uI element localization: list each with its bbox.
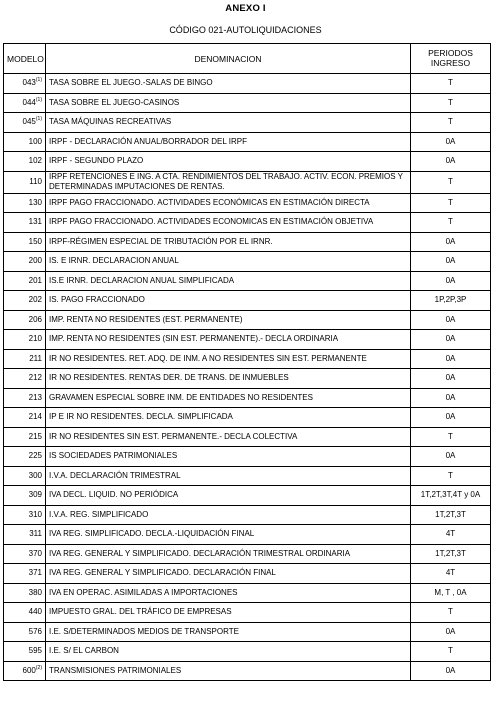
modelo-code: 215 <box>28 431 42 441</box>
cell-periodos: 0A <box>411 661 491 681</box>
table-row <box>4 132 491 152</box>
cell-modelo <box>4 427 46 447</box>
cell-periodos: 0A <box>411 271 491 291</box>
modelo-code: 201 <box>28 275 42 285</box>
header-denominacion: DENOMINACION <box>46 44 411 74</box>
cell-denominacion: TRANSMISIONES PATRIMONIALES <box>46 661 411 681</box>
cell-periodos: 0A <box>411 132 491 152</box>
modelo-code: 110 <box>29 177 42 186</box>
cell-periodos: 0A <box>411 252 491 272</box>
cell-periodos: T <box>411 193 491 213</box>
cell-periodos: 1P,2P,3P <box>411 291 491 311</box>
modelo-code: 202 <box>28 295 42 305</box>
table-row <box>4 74 491 94</box>
modelo-code: 214 <box>28 412 42 422</box>
cell-modelo <box>4 132 46 152</box>
cell-modelo <box>4 603 46 623</box>
cell-modelo <box>4 74 46 94</box>
table-header-row <box>4 44 491 74</box>
modelo-code: 206 <box>28 314 42 324</box>
cell-periodos: 4T <box>411 564 491 584</box>
cell-denominacion: IS.E IRNR. DECLARACION ANUAL SIMPLIFICADA <box>46 271 411 291</box>
cell-modelo <box>4 447 46 467</box>
cell-modelo <box>4 193 46 213</box>
table-row <box>4 603 491 623</box>
cell-denominacion: IMP. RENTA NO RESIDENTES (EST. PERMANENTE) <box>46 310 411 330</box>
cell-modelo <box>4 505 46 525</box>
table-row <box>4 113 491 133</box>
table-row <box>4 369 491 389</box>
cell-denominacion: IRPF-RÉGIMEN ESPECIAL DE TRIBUTACIÓN POR EL IRNR. <box>46 232 411 252</box>
modelo-code: 211 <box>29 353 42 363</box>
modelo-code: 212 <box>28 373 42 383</box>
cell-modelo <box>4 622 46 642</box>
cell-modelo <box>4 291 46 311</box>
modelo-code: 380 <box>28 587 42 597</box>
cell-periodos: 1T,2T,3T <box>411 544 491 564</box>
modelo-code: 370 <box>28 548 42 558</box>
cell-periodos: 0A <box>411 622 491 642</box>
cell-denominacion: IMPUESTO GRAL. DEL TRÁFICO DE EMPRESAS <box>46 603 411 623</box>
cell-periodos: T <box>411 213 491 233</box>
cell-modelo <box>4 330 46 350</box>
cell-periodos: 0A <box>411 232 491 252</box>
cell-periodos: T <box>411 93 491 113</box>
modelo-code: 210 <box>28 334 42 344</box>
table-row <box>4 408 491 428</box>
cell-modelo <box>4 271 46 291</box>
cell-periodos: 1T,2T,3T,4T y 0A <box>411 486 491 506</box>
table-row <box>4 252 491 272</box>
table-row <box>4 171 491 193</box>
cell-modelo <box>4 152 46 172</box>
modelo-code: 600 <box>22 665 36 675</box>
table-row <box>4 93 491 113</box>
cell-periodos: 0A <box>411 388 491 408</box>
cell-periodos: M, T , 0A <box>411 583 491 603</box>
modelo-code: 150 <box>28 236 42 246</box>
cell-periodos: 0A <box>411 447 491 467</box>
cell-denominacion: IRPF RETENCIONES E ING. A CTA. RENDIMIENTOS DEL TRABAJO. ACTIV. ECON. PREMIOS Y DETERMINADAS IMPUTACIONES DE RENTAS. <box>46 171 411 193</box>
modelo-code: 213 <box>28 392 42 402</box>
footnote-marker: (1) <box>35 77 42 84</box>
table-row <box>4 349 491 369</box>
footnote-marker: (1) <box>35 116 42 123</box>
table-row <box>4 642 491 662</box>
table-row <box>4 622 491 642</box>
cell-denominacion: IVA REG. GENERAL Y SIMPLIFICADO. DECLARACIÓN FINAL <box>46 564 411 584</box>
cell-modelo <box>4 642 46 662</box>
cell-modelo <box>4 213 46 233</box>
cell-modelo <box>4 564 46 584</box>
cell-periodos: T <box>411 427 491 447</box>
cell-periodos: 0A <box>411 152 491 172</box>
cell-denominacion: IRPF - SEGUNDO PLAZO <box>46 152 411 172</box>
cell-denominacion: IVA DECL. LIQUID. NO PERIÓDICA <box>46 486 411 506</box>
cell-denominacion: IVA REG. GENERAL Y SIMPLIFICADO. DECLARACIÓN TRIMESTRAL ORDINARIA <box>46 544 411 564</box>
modelo-code: 300 <box>28 470 42 480</box>
cell-denominacion: I.E. S/ EL CARBON <box>46 642 411 662</box>
footnote-marker: (2) <box>35 664 42 671</box>
cell-modelo <box>4 466 46 486</box>
cell-periodos: 1T,2T,3T <box>411 505 491 525</box>
table-row <box>4 661 491 681</box>
cell-periodos: 0A <box>411 310 491 330</box>
modelo-code: 131 <box>28 217 42 227</box>
table-row <box>4 505 491 525</box>
footnote-marker: (1) <box>35 96 42 103</box>
cell-denominacion: IMP. RENTA NO RESIDENTES (SIN EST. PERMANENTE).- DECLA ORDINARIA <box>46 330 411 350</box>
table-body <box>4 74 491 681</box>
cell-denominacion: IR NO RESIDENTES. RET. ADQ. DE INM. A NO RESIDENTES SIN EST. PERMANENTE <box>46 349 411 369</box>
cell-periodos: 4T <box>411 525 491 545</box>
cell-modelo <box>4 486 46 506</box>
document-subtitle: CÓDIGO 021-AUTOLIQUIDACIONES <box>169 25 322 35</box>
cell-periodos: T <box>411 171 491 193</box>
cell-modelo <box>4 93 46 113</box>
cell-modelo <box>4 525 46 545</box>
modelo-code: 309 <box>28 490 42 500</box>
modelo-code: 102 <box>28 156 42 166</box>
cell-denominacion: I.V.A. DECLARACIÓN TRIMESTRAL <box>46 466 411 486</box>
cell-periodos: T <box>411 603 491 623</box>
table-row <box>4 388 491 408</box>
table-row <box>4 213 491 233</box>
modelo-code: 576 <box>28 626 42 636</box>
table-row <box>4 544 491 564</box>
cell-denominacion: IP E IR NO RESIDENTES. DECLA. SIMPLIFICADA <box>46 408 411 428</box>
cell-periodos: 0A <box>411 349 491 369</box>
cell-denominacion: IVA REG. SIMPLIFICADO. DECLA.-LIQUIDACIÓN FINAL <box>46 525 411 545</box>
cell-denominacion: IS. PAGO FRACCIONADO <box>46 291 411 311</box>
cell-denominacion: I.V.A. REG. SIMPLIFICADO <box>46 505 411 525</box>
cell-periodos: 0A <box>411 408 491 428</box>
cell-denominacion: IRPF PAGO FRACCIONADO. ACTIVIDADES ECONOMICAS EN ESTIMACIÓN OBJETIVA <box>46 213 411 233</box>
table-row <box>4 291 491 311</box>
cell-denominacion: TASA SOBRE EL JUEGO-CASINOS <box>46 93 411 113</box>
modelo-code: 595 <box>28 646 42 656</box>
table-row <box>4 466 491 486</box>
cell-denominacion: IR NO RESIDENTES SIN EST. PERMANENTE.- DECLA COLECTIVA <box>46 427 411 447</box>
cell-periodos: T <box>411 113 491 133</box>
modelo-code: 045 <box>22 117 36 127</box>
modelo-code: 440 <box>28 607 42 617</box>
cell-modelo <box>4 232 46 252</box>
table-row <box>4 583 491 603</box>
cell-periodos: 0A <box>411 369 491 389</box>
cell-modelo <box>4 171 46 193</box>
autoliquidaciones-table <box>3 43 491 681</box>
table-row <box>4 447 491 467</box>
cell-modelo <box>4 369 46 389</box>
cell-denominacion: TASA MÁQUINAS RECREATIVAS <box>46 113 411 133</box>
cell-denominacion: I.E. S/DETERMINADOS MEDIOS DE TRANSPORTE <box>46 622 411 642</box>
document-title: ANEXO I <box>225 3 266 14</box>
cell-modelo <box>4 310 46 330</box>
cell-modelo <box>4 544 46 564</box>
cell-periodos: 0A <box>411 330 491 350</box>
table-row <box>4 427 491 447</box>
cell-denominacion: TASA SOBRE EL JUEGO.-SALAS DE BINGO <box>46 74 411 94</box>
modelo-code: 310 <box>28 509 42 519</box>
table-row <box>4 486 491 506</box>
modelo-code: 130 <box>28 197 42 207</box>
cell-periodos: T <box>411 74 491 94</box>
cell-denominacion: IS SOCIEDADES PATRIMONIALES <box>46 447 411 467</box>
cell-periodos: T <box>411 466 491 486</box>
modelo-code: 044 <box>22 97 36 107</box>
modelo-code: 371 <box>28 568 42 578</box>
table-row <box>4 232 491 252</box>
modelo-code: 311 <box>29 529 42 539</box>
table-row <box>4 330 491 350</box>
modelo-code: 200 <box>28 256 42 266</box>
cell-denominacion: GRAVAMEN ESPECIAL SOBRE INM. DE ENTIDADES NO RESIDENTES <box>46 388 411 408</box>
cell-modelo <box>4 388 46 408</box>
header-periodos: PERIODOS INGRESO <box>411 44 491 74</box>
table-row <box>4 525 491 545</box>
modelo-code: 225 <box>28 451 42 461</box>
table-row <box>4 310 491 330</box>
modelo-code: 100 <box>28 136 42 146</box>
cell-modelo <box>4 349 46 369</box>
table-row <box>4 193 491 213</box>
cell-modelo <box>4 661 46 681</box>
table-row <box>4 564 491 584</box>
cell-denominacion: IRPF PAGO FRACCIONADO. ACTIVIDADES ECONÓMICAS EN ESTIMACIÓN DIRECTA <box>46 193 411 213</box>
cell-modelo <box>4 408 46 428</box>
table-row <box>4 152 491 172</box>
modelo-code: 043 <box>22 78 36 88</box>
cell-denominacion: IRPF - DECLARACIÓN ANUAL/BORRADOR DEL IRPF <box>46 132 411 152</box>
cell-denominacion: IR NO RESIDENTES. RENTAS DER. DE TRANS. DE INMUEBLES <box>46 369 411 389</box>
cell-modelo <box>4 252 46 272</box>
cell-denominacion: IVA EN OPERAC. ASIMILADAS A IMPORTACIONES <box>46 583 411 603</box>
cell-modelo <box>4 113 46 133</box>
cell-periodos: T <box>411 642 491 662</box>
cell-modelo <box>4 583 46 603</box>
cell-denominacion: IS. E IRNR. DECLARACION ANUAL <box>46 252 411 272</box>
table-row <box>4 271 491 291</box>
header-modelo: MODELO <box>4 44 46 74</box>
